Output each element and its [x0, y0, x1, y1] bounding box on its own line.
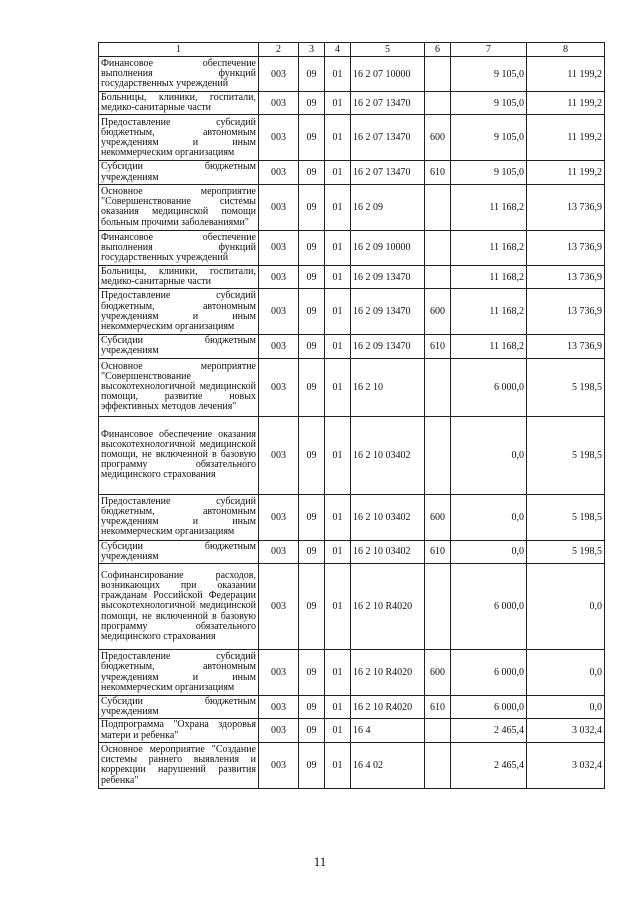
section-cell: 09	[299, 161, 325, 184]
row-name-cell: Субсидии бюджетным учреждениям	[99, 696, 259, 719]
amount-cell: 11 199,2	[527, 57, 605, 92]
row-name-cell: Подпрограмма "Охрана здоровья матери и ребенка"	[99, 719, 259, 742]
code-cell: 003	[259, 742, 299, 788]
row-name-cell: Предоставление субсидий бюджетным, автономным учреждениям и иным некоммерческим организациям	[99, 650, 259, 696]
target-article-cell: 16 2 10 R4020	[351, 564, 425, 650]
amount-cell: 0,0	[527, 650, 605, 696]
section-cell: 09	[299, 696, 325, 719]
section-cell: 09	[299, 335, 325, 358]
expense-type-cell: 610	[425, 335, 451, 358]
subsection-cell: 01	[325, 92, 351, 115]
header-row	[99, 43, 605, 57]
code-cell: 003	[259, 650, 299, 696]
section-cell: 09	[299, 416, 325, 494]
section-cell: 09	[299, 742, 325, 788]
section-cell: 09	[299, 540, 325, 563]
budget-table	[98, 42, 605, 789]
target-article-cell: 16 2 10 03402	[351, 540, 425, 563]
subsection-cell: 01	[325, 540, 351, 563]
row-name-cell: Предоставление субсидий бюджетным, автономным учреждениям и иным некоммерческим организациям	[99, 115, 259, 161]
code-cell: 003	[259, 115, 299, 161]
expense-type-cell	[425, 719, 451, 742]
amount-cell: 0,0	[527, 696, 605, 719]
code-cell: 003	[259, 416, 299, 494]
code-cell: 003	[259, 265, 299, 288]
section-cell: 09	[299, 289, 325, 335]
table-row	[99, 184, 605, 230]
section-cell: 09	[299, 358, 325, 416]
target-article-cell: 16 2 09 13470	[351, 289, 425, 335]
subsection-cell: 01	[325, 358, 351, 416]
code-cell: 003	[259, 161, 299, 184]
amount-cell: 5 198,5	[527, 494, 605, 540]
target-article-cell: 16 2 07 10000	[351, 57, 425, 92]
section-cell: 09	[299, 564, 325, 650]
code-cell: 003	[259, 289, 299, 335]
row-name-cell: Предоставление субсидий бюджетным, автономным учреждениям и иным некоммерческим организациям	[99, 494, 259, 540]
code-cell: 003	[259, 719, 299, 742]
expense-type-cell: 600	[425, 650, 451, 696]
amount-cell: 5 198,5	[527, 540, 605, 563]
amount-cell: 3 032,4	[527, 719, 605, 742]
table-row	[99, 696, 605, 719]
column-header: 6	[425, 43, 451, 57]
amount-cell: 9 105,0	[451, 161, 527, 184]
row-name-cell: Софинансирование расходов, возникающих при оказании гражданам Российской Федерации высокотехнологичной медицинской помощи, не включенной в базовую программу обязательного медицинского страхования	[99, 564, 259, 650]
section-cell: 09	[299, 265, 325, 288]
expense-type-cell	[425, 358, 451, 416]
row-name-cell: Больницы, клиники, госпитали, медико-санитарные части	[99, 92, 259, 115]
target-article-cell: 16 4	[351, 719, 425, 742]
section-cell: 09	[299, 650, 325, 696]
amount-cell: 9 105,0	[451, 115, 527, 161]
column-header: 3	[299, 43, 325, 57]
amount-cell: 11 168,2	[451, 335, 527, 358]
section-cell: 09	[299, 230, 325, 265]
table-row	[99, 161, 605, 184]
target-article-cell: 16 4 02	[351, 742, 425, 788]
amount-cell: 11 168,2	[451, 289, 527, 335]
table-row	[99, 265, 605, 288]
column-header: 4	[325, 43, 351, 57]
expense-type-cell	[425, 57, 451, 92]
subsection-cell: 01	[325, 742, 351, 788]
code-cell: 003	[259, 494, 299, 540]
section-cell: 09	[299, 719, 325, 742]
target-article-cell: 16 2 09	[351, 184, 425, 230]
row-name-cell: Финансовое обеспечение оказания высокотехнологичной медицинской помощи, не включенной в базовую программу обязательного медицинского страхования	[99, 416, 259, 494]
subsection-cell: 01	[325, 230, 351, 265]
amount-cell: 9 105,0	[451, 57, 527, 92]
subsection-cell: 01	[325, 416, 351, 494]
section-cell: 09	[299, 115, 325, 161]
amount-cell: 5 198,5	[527, 416, 605, 494]
expense-type-cell	[425, 564, 451, 650]
table-row	[99, 335, 605, 358]
row-name-cell: Финансовое обеспечение выполнения функций государственных учреждений	[99, 230, 259, 265]
subsection-cell: 01	[325, 57, 351, 92]
target-article-cell: 16 2 09 10000	[351, 230, 425, 265]
amount-cell: 0,0	[527, 564, 605, 650]
column-header: 1	[99, 43, 259, 57]
table-row	[99, 115, 605, 161]
section-cell: 09	[299, 184, 325, 230]
table-row	[99, 416, 605, 494]
target-article-cell: 16 2 07 13470	[351, 115, 425, 161]
code-cell: 003	[259, 564, 299, 650]
row-name-cell: Основное мероприятие "Совершенствование высокотехнологичной медицинской помощи, развитие новых эффективных методов лечения"	[99, 358, 259, 416]
expense-type-cell: 600	[425, 115, 451, 161]
subsection-cell: 01	[325, 184, 351, 230]
subsection-cell: 01	[325, 719, 351, 742]
section-cell: 09	[299, 92, 325, 115]
target-article-cell: 16 2 10 R4020	[351, 650, 425, 696]
amount-cell: 11 168,2	[451, 265, 527, 288]
table-row	[99, 540, 605, 563]
amount-cell: 11 199,2	[527, 115, 605, 161]
code-cell: 003	[259, 540, 299, 563]
table-row	[99, 289, 605, 335]
amount-cell: 11 199,2	[527, 161, 605, 184]
expense-type-cell: 600	[425, 289, 451, 335]
table-row	[99, 650, 605, 696]
amount-cell: 6 000,0	[451, 650, 527, 696]
amount-cell: 0,0	[451, 494, 527, 540]
code-cell: 003	[259, 57, 299, 92]
table-row	[99, 494, 605, 540]
amount-cell: 6 000,0	[451, 564, 527, 650]
expense-type-cell: 610	[425, 540, 451, 563]
target-article-cell: 16 2 09 13470	[351, 335, 425, 358]
subsection-cell: 01	[325, 696, 351, 719]
target-article-cell: 16 2 10 R4020	[351, 696, 425, 719]
amount-cell: 2 465,4	[451, 742, 527, 788]
expense-type-cell	[425, 184, 451, 230]
table-row	[99, 358, 605, 416]
expense-type-cell: 610	[425, 696, 451, 719]
amount-cell: 13 736,9	[527, 335, 605, 358]
table-row	[99, 57, 605, 92]
row-name-cell: Субсидии бюджетным учреждениям	[99, 540, 259, 563]
section-cell: 09	[299, 494, 325, 540]
target-article-cell: 16 2 10 03402	[351, 494, 425, 540]
page-number: 11	[313, 854, 327, 869]
column-header: 2	[259, 43, 299, 57]
amount-cell: 3 032,4	[527, 742, 605, 788]
row-name-cell: Основное мероприятие "Создание системы раннего выявления и коррекции нарушений развития ребенка"	[99, 742, 259, 788]
expense-type-cell	[425, 742, 451, 788]
subsection-cell: 01	[325, 289, 351, 335]
amount-cell: 11 199,2	[527, 92, 605, 115]
row-name-cell: Предоставление субсидий бюджетным, автономным учреждениям и иным некоммерческим организациям	[99, 289, 259, 335]
table-row	[99, 742, 605, 788]
column-header: 7	[451, 43, 527, 57]
subsection-cell: 01	[325, 265, 351, 288]
expense-type-cell	[425, 92, 451, 115]
amount-cell: 0,0	[451, 540, 527, 563]
amount-cell: 9 105,0	[451, 92, 527, 115]
expense-type-cell: 610	[425, 161, 451, 184]
expense-type-cell	[425, 265, 451, 288]
expense-type-cell	[425, 230, 451, 265]
expense-type-cell: 600	[425, 494, 451, 540]
table-row	[99, 564, 605, 650]
subsection-cell: 01	[325, 564, 351, 650]
amount-cell: 13 736,9	[527, 184, 605, 230]
table-row	[99, 92, 605, 115]
subsection-cell: 01	[325, 335, 351, 358]
code-cell: 003	[259, 92, 299, 115]
amount-cell: 6 000,0	[451, 696, 527, 719]
code-cell: 003	[259, 184, 299, 230]
section-cell: 09	[299, 57, 325, 92]
code-cell: 003	[259, 335, 299, 358]
table-row	[99, 719, 605, 742]
target-article-cell: 16 2 10 03402	[351, 416, 425, 494]
table-row	[99, 230, 605, 265]
target-article-cell: 16 2 07 13470	[351, 161, 425, 184]
row-name-cell: Основное мероприятие "Совершенствование системы оказания медицинской помощи больным прочими заболеваниями"	[99, 184, 259, 230]
subsection-cell: 01	[325, 650, 351, 696]
amount-cell: 6 000,0	[451, 358, 527, 416]
amount-cell: 13 736,9	[527, 230, 605, 265]
row-name-cell: Финансовое обеспечение выполнения функций государственных учреждений	[99, 57, 259, 92]
row-name-cell: Субсидии бюджетным учреждениям	[99, 161, 259, 184]
subsection-cell: 01	[325, 115, 351, 161]
subsection-cell: 01	[325, 161, 351, 184]
amount-cell: 2 465,4	[451, 719, 527, 742]
amount-cell: 5 198,5	[527, 358, 605, 416]
target-article-cell: 16 2 07 13470	[351, 92, 425, 115]
code-cell: 003	[259, 358, 299, 416]
code-cell: 003	[259, 696, 299, 719]
amount-cell: 11 168,2	[451, 230, 527, 265]
column-header: 8	[527, 43, 605, 57]
amount-cell: 0,0	[451, 416, 527, 494]
amount-cell: 13 736,9	[527, 265, 605, 288]
target-article-cell: 16 2 09 13470	[351, 265, 425, 288]
amount-cell: 11 168,2	[451, 184, 527, 230]
row-name-cell: Субсидии бюджетным учреждениям	[99, 335, 259, 358]
code-cell: 003	[259, 230, 299, 265]
subsection-cell: 01	[325, 494, 351, 540]
column-header: 5	[351, 43, 425, 57]
row-name-cell: Больницы, клиники, госпитали, медико-санитарные части	[99, 265, 259, 288]
expense-type-cell	[425, 416, 451, 494]
amount-cell: 13 736,9	[527, 289, 605, 335]
target-article-cell: 16 2 10	[351, 358, 425, 416]
